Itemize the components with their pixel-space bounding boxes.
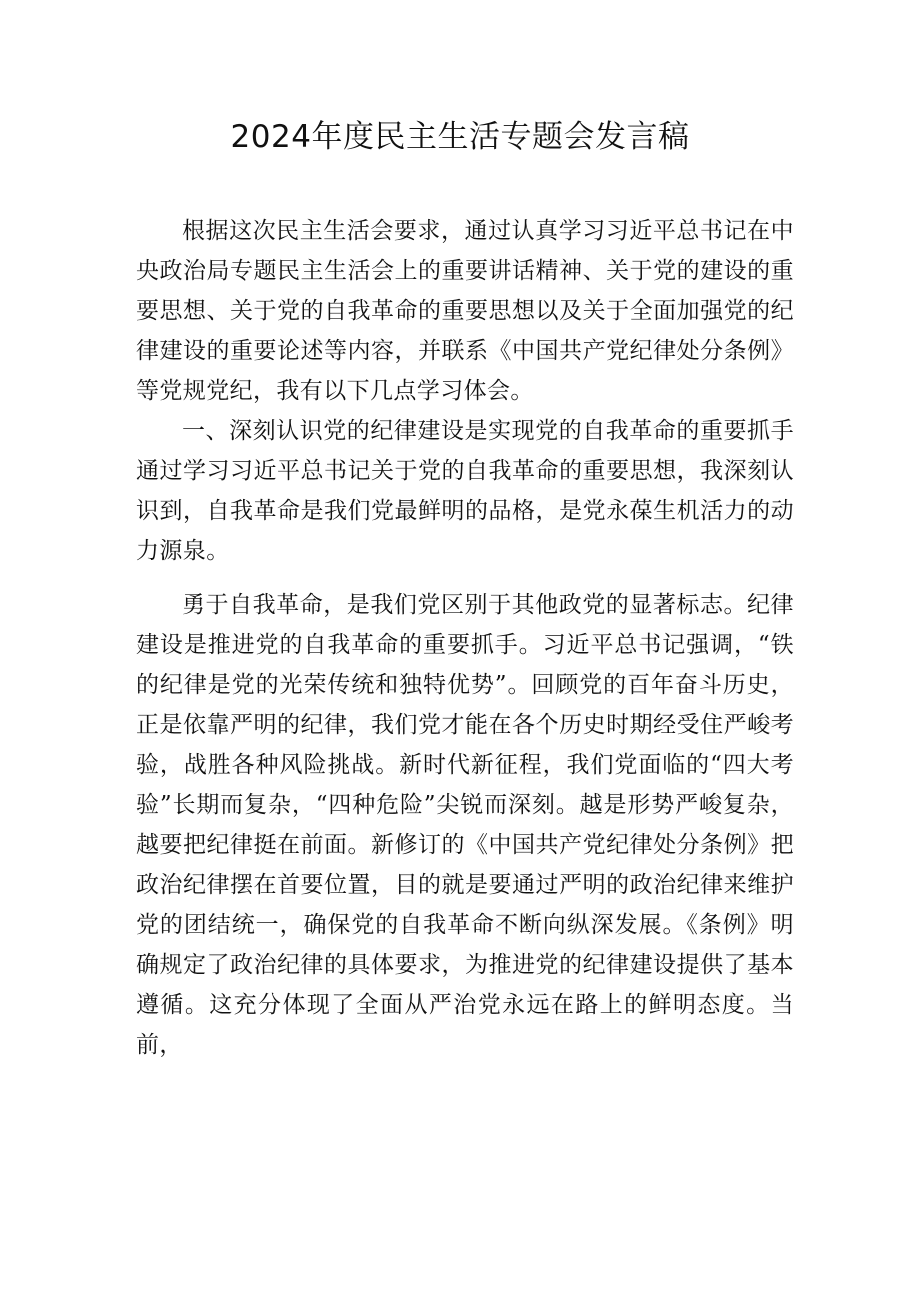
- paragraph-self-revolution: 勇于自我革命，是我们党区别于其他政党的显著标志。纪律建设是推进党的自我革命的重要抓手。习近平总书记强调，“铁的纪律是党的光荣传统和独特优势”。回顾党的百年奋斗历史，正是依靠严明的纪律，我们党才能在各个历史时期经受住严峻考验，战胜各种风险挑战。新时代新征程，我们党面临的“四大考验”长期而复杂，“四种危险”尖锐而深刻。越是形势严峻复杂，越要把纪律挺在前面。新修订的《中国共产党纪律处分条例》把政治纪律摆在首要位置，目的就是要通过严明的政治纪律来维护党的团结统一，确保党的自我革命不断向纵深发展。《条例》明确规定了政治纪律的具体要求，为推进党的纪律建设提供了基本遵循。这充分体现了全面从严治党永远在路上的鲜明态度。当前，: [136, 592, 794, 1058]
- paragraph-section-one: 一、深刻认识党的纪律建设是实现党的自我革命的重要抓手通过学习习近平总书记关于党的自我革命的重要思想，我深刻认识到，自我革命是我们党最鲜明的品格，是党永葆生机活力的动力源泉。: [136, 418, 794, 564]
- document-body: [136, 211, 794, 1065]
- document-title: 2024年度民主生活专题会发言稿: [230, 119, 690, 155]
- paragraph-intro: 根据这次民主生活会要求，通过认真学习习近平总书记在中央政治局专题民主生活会上的重要讲话精神、关于党的建设的重要思想、关于党的自我革命的重要思想以及关于全面加强党的纪律建设的重要论述等内容，并联系《中国共产党纪律处分条例》等党规党纪，我有以下几点学习体会。: [136, 218, 794, 404]
